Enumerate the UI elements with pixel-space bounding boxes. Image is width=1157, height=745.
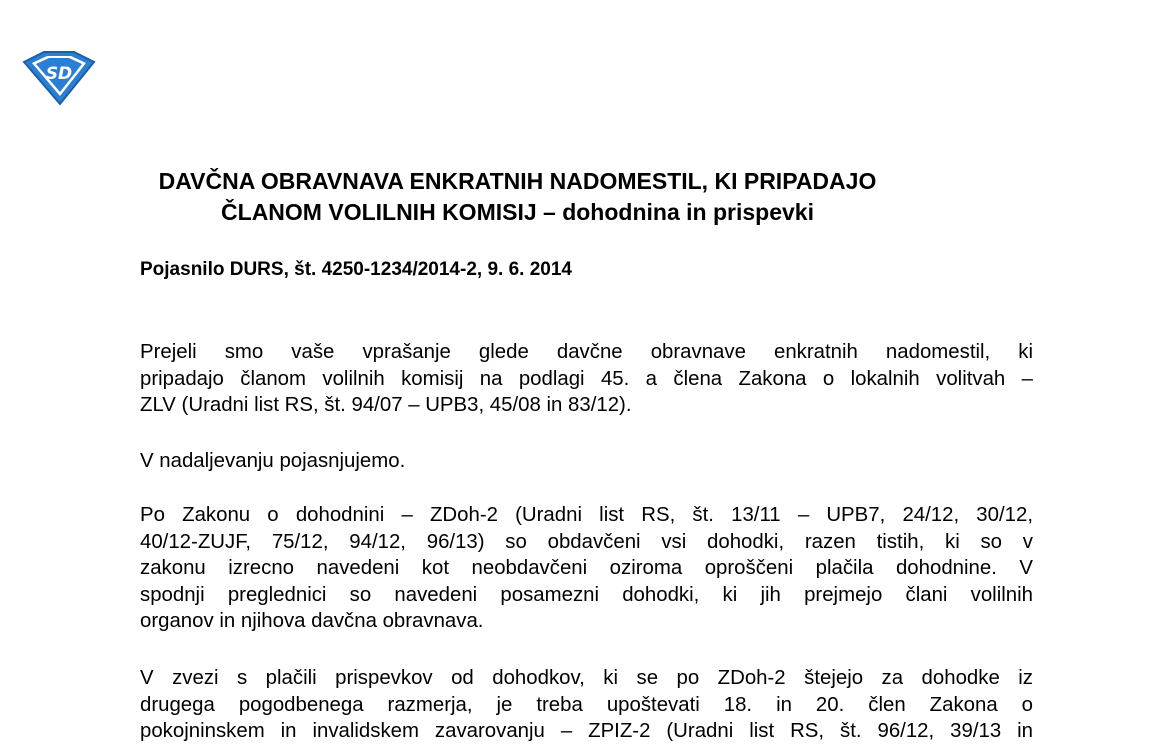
paragraph [140,502,1033,635]
paragraph [140,665,1033,745]
document-title [140,166,895,228]
paragraph [140,448,1033,475]
text-line: Po Zakonu o dohodnini – ZDoh-2 (Uradni list RS, št. 13/11 – UPB7, 24/12, 30/12, [140,504,1033,526]
text-line: zakonu izrecno navedeni kot neobdavčeni oziroma oproščeni plačila dohodnine. V [140,557,1033,579]
logo-shield-icon [22,48,96,106]
text-line: drugega pogodbenega razmerja, je treba upoštevati 18. in 20. člen Zakona o [140,693,1033,716]
text-line: V nadaljevanju pojasnjujemo. [140,450,406,472]
text-line: organov in njihova davčna obravnava. [140,610,484,632]
text-line: spodnji preglednici so navedeni posamezni dohodki, ki jih prejmejo člani volilnih [140,583,1033,606]
text-line: ZLV (Uradni list RS, št. 94/07 – UPB3, 45/08 in 83/12). [140,394,632,416]
text-line: pripadajo članom volilnih komisij na podlagi 45. a člena Zakona o lokalnih volitvah – [140,367,1033,390]
paragraph [140,339,1033,419]
text-line: 40/12-ZUJF, 75/12, 94/12, 96/13) so obdavčeni vsi dohodki, razen tistih, ki so v [140,530,1033,553]
title-line: ČLANOM VOLILNIH KOMISIJ – dohodnina in prispevki [221,199,814,225]
company-logo [22,48,96,106]
title-line: DAVČNA OBRAVNAVA ENKRATNIH NADOMESTIL, KI PRIPADAJO [158,168,877,194]
logo-text: SD [45,64,73,84]
text-line: Prejeli smo vaše vprašanje glede davčne obravnave enkratnih nadomestil, ki [140,341,1033,363]
document-reference: Pojasnilo DURS, št. 4250-1234/2014-2, 9. 6. 2014 [140,259,572,280]
text-line: pokojninskem in invalidskem zavarovanju – ZPIZ-2 (Uradni list RS, št. 96/12, 39/13 in [140,720,1033,742]
text-line: V zvezi s plačili prispevkov od dohodkov, ki se po ZDoh-2 štejejo za dohodke iz [140,667,1033,689]
